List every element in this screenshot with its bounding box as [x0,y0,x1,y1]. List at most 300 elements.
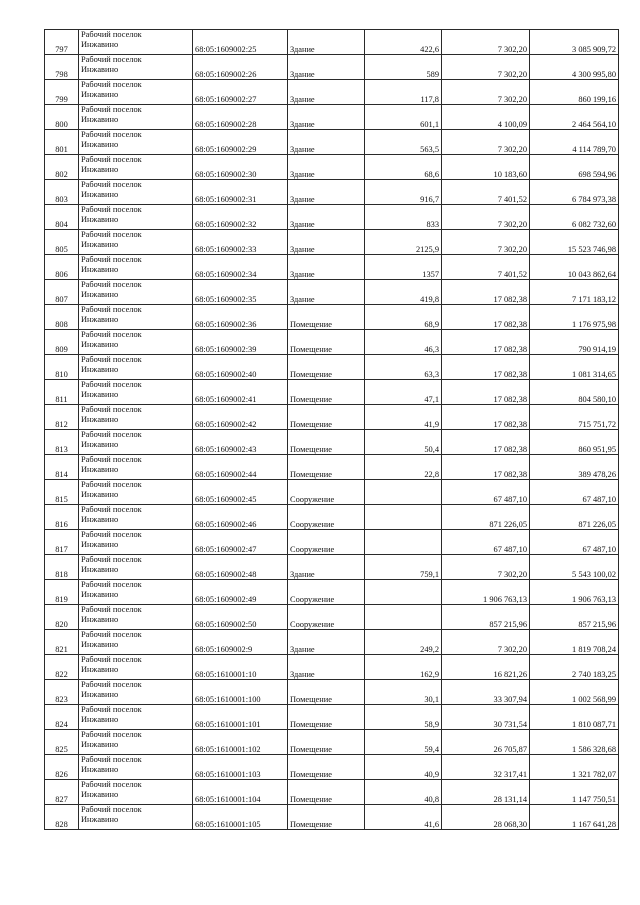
area-cell: 22,8 [365,455,442,480]
cadastral-number-cell: 68:05:1609002:35 [193,280,288,305]
location-cell [79,655,193,680]
location-line-1: Рабочий поселок [81,730,142,739]
area-cell: 759,1 [365,555,442,580]
row-number-cell: 816 [45,505,79,530]
object-type-cell: Здание [288,180,365,205]
object-type-cell: Помещение [288,705,365,730]
row-number-cell: 826 [45,755,79,780]
table-row [45,555,619,580]
cadastral-value-cell: 2 740 183,25 [530,655,619,680]
area-cell: 117,8 [365,80,442,105]
specific-value-cell: 7 302,20 [442,555,530,580]
row-number-cell: 800 [45,105,79,130]
object-type-cell: Помещение [288,780,365,805]
cadastral-value-cell: 389 478,26 [530,455,619,480]
cadastral-number-cell: 68:05:1609002:49 [193,580,288,605]
object-type-cell: Сооружение [288,530,365,555]
cadastral-number-cell: 68:05:1609002:25 [193,30,288,55]
cadastral-number-cell: 68:05:1609002:48 [193,555,288,580]
specific-value-cell: 17 082,38 [442,305,530,330]
specific-value-cell: 26 705,87 [442,730,530,755]
cadastral-value-cell: 5 543 100,02 [530,555,619,580]
specific-value-cell: 16 821,26 [442,655,530,680]
area-cell [365,605,442,630]
specific-value-cell: 7 302,20 [442,205,530,230]
location-line-2: Инжавино [81,464,119,474]
area-cell: 601,1 [365,105,442,130]
location-cell [79,455,193,480]
table-row [45,655,619,680]
cadastral-number-cell: 68:05:1609002:31 [193,180,288,205]
cadastral-number-cell: 68:05:1609002:32 [193,205,288,230]
cadastral-number-cell: 68:05:1610001:10 [193,655,288,680]
location-line-1: Рабочий поселок [81,630,142,639]
cadastral-number-cell: 68:05:1610001:104 [193,780,288,805]
location-line-1: Рабочий поселок [81,55,142,64]
row-number-cell: 819 [45,580,79,605]
specific-value-cell: 7 401,52 [442,180,530,205]
cadastral-number-cell: 68:05:1609002:45 [193,480,288,505]
cadastral-value-cell: 804 580,10 [530,380,619,405]
area-cell: 589 [365,55,442,80]
location-line-1: Рабочий поселок [81,655,142,664]
cadastral-number-cell: 68:05:1609002:46 [193,505,288,530]
specific-value-cell: 28 131,14 [442,780,530,805]
location-cell [79,155,193,180]
area-cell: 68,9 [365,305,442,330]
area-cell: 40,8 [365,780,442,805]
location-cell [79,205,193,230]
area-cell: 58,9 [365,705,442,730]
row-number-cell: 823 [45,680,79,705]
specific-value-cell: 7 401,52 [442,255,530,280]
location-line-1: Рабочий поселок [81,805,142,814]
location-line-2: Инжавино [81,314,119,324]
cadastral-number-cell: 68:05:1609002:27 [193,80,288,105]
location-line-2: Инжавино [81,414,119,424]
location-cell [79,430,193,455]
cadastral-number-cell: 68:05:1610001:105 [193,805,288,830]
cadastral-number-cell: 68:05:1609002:30 [193,155,288,180]
table-row [45,30,619,55]
object-type-cell: Здание [288,205,365,230]
cadastral-value-cell: 1 002 568,99 [530,680,619,705]
location-line-1: Рабочий поселок [81,80,142,89]
area-cell: 63,3 [365,355,442,380]
row-number-cell: 822 [45,655,79,680]
specific-value-cell: 17 082,38 [442,330,530,355]
object-type-cell: Здание [288,55,365,80]
table-row [45,430,619,455]
cadastral-value-cell: 6 784 973,38 [530,180,619,205]
location-line-1: Рабочий поселок [81,555,142,564]
location-line-2: Инжавино [81,714,119,724]
table-row [45,755,619,780]
location-line-2: Инжавино [81,789,119,799]
location-cell [79,230,193,255]
table-row [45,530,619,555]
object-type-cell: Здание [288,30,365,55]
row-number-cell: 799 [45,80,79,105]
location-line-1: Рабочий поселок [81,530,142,539]
object-type-cell: Здание [288,155,365,180]
row-number-cell: 824 [45,705,79,730]
object-type-cell: Помещение [288,680,365,705]
location-line-2: Инжавино [81,739,119,749]
location-cell [79,30,193,55]
table-row [45,455,619,480]
table-row [45,480,619,505]
specific-value-cell: 17 082,38 [442,405,530,430]
row-number-cell: 797 [45,30,79,55]
area-cell: 563,5 [365,130,442,155]
row-number-cell: 827 [45,780,79,805]
area-cell: 68,6 [365,155,442,180]
location-line-2: Инжавино [81,689,119,699]
location-line-1: Рабочий поселок [81,680,142,689]
area-cell: 41,9 [365,405,442,430]
row-number-cell: 821 [45,630,79,655]
location-line-1: Рабочий поселок [81,430,142,439]
area-cell: 2125,9 [365,230,442,255]
cadastral-value-cell: 4 300 995,80 [530,55,619,80]
row-number-cell: 798 [45,55,79,80]
object-type-cell: Здание [288,630,365,655]
object-type-cell: Помещение [288,305,365,330]
location-line-2: Инжавино [81,189,119,199]
location-cell [79,555,193,580]
object-type-cell: Помещение [288,430,365,455]
specific-value-cell: 10 183,60 [442,155,530,180]
cadastral-number-cell: 68:05:1609002:42 [193,405,288,430]
area-cell: 833 [365,205,442,230]
cadastral-value-cell: 1 167 641,28 [530,805,619,830]
location-line-1: Рабочий поселок [81,105,142,114]
location-line-2: Инжавино [81,164,119,174]
area-cell: 47,1 [365,380,442,405]
cadastral-number-cell: 68:05:1609002:26 [193,55,288,80]
location-cell [79,55,193,80]
row-number-cell: 828 [45,805,79,830]
table-row [45,805,619,830]
object-type-cell: Здание [288,280,365,305]
table-row [45,280,619,305]
location-line-2: Инжавино [81,239,119,249]
object-type-cell: Сооружение [288,605,365,630]
object-type-cell: Помещение [288,330,365,355]
table-row [45,55,619,80]
object-type-cell: Сооружение [288,480,365,505]
location-line-2: Инжавино [81,214,119,224]
location-cell [79,105,193,130]
location-line-1: Рабочий поселок [81,180,142,189]
area-cell: 422,6 [365,30,442,55]
specific-value-cell: 7 302,20 [442,55,530,80]
object-type-cell: Помещение [288,730,365,755]
object-type-cell: Помещение [288,755,365,780]
cadastral-number-cell: 68:05:1609002:33 [193,230,288,255]
cadastral-value-cell: 1 906 763,13 [530,580,619,605]
row-number-cell: 814 [45,455,79,480]
object-type-cell: Помещение [288,380,365,405]
specific-value-cell: 871 226,05 [442,505,530,530]
location-cell [79,480,193,505]
location-cell [79,280,193,305]
location-cell [79,530,193,555]
cadastral-number-cell: 68:05:1609002:40 [193,355,288,380]
location-cell [79,305,193,330]
cadastral-number-cell: 68:05:1610001:102 [193,730,288,755]
object-type-cell: Здание [288,80,365,105]
row-number-cell: 820 [45,605,79,630]
location-line-1: Рабочий поселок [81,455,142,464]
cadastral-number-cell: 68:05:1609002:41 [193,380,288,405]
location-line-1: Рабочий поселок [81,30,142,39]
cadastral-value-cell: 698 594,96 [530,155,619,180]
table-row [45,105,619,130]
area-cell: 249,2 [365,630,442,655]
cadastral-value-cell: 1 586 328,68 [530,730,619,755]
cadastral-number-cell: 68:05:1609002:29 [193,130,288,155]
cadastral-number-cell: 68:05:1609002:39 [193,330,288,355]
location-cell [79,730,193,755]
cadastral-number-cell: 68:05:1609002:28 [193,105,288,130]
cadastral-value-cell: 1 819 708,24 [530,630,619,655]
object-type-cell: Помещение [288,455,365,480]
row-number-cell: 812 [45,405,79,430]
object-type-cell: Помещение [288,405,365,430]
specific-value-cell: 17 082,38 [442,430,530,455]
location-line-1: Рабочий поселок [81,605,142,614]
area-cell [365,530,442,555]
location-cell [79,605,193,630]
table-body [45,30,619,830]
area-cell [365,505,442,530]
location-line-2: Инжавино [81,264,119,274]
location-line-2: Инжавино [81,589,119,599]
location-line-1: Рабочий поселок [81,230,142,239]
location-line-1: Рабочий поселок [81,755,142,764]
location-cell [79,805,193,830]
location-line-1: Рабочий поселок [81,355,142,364]
area-cell [365,480,442,505]
location-line-1: Рабочий поселок [81,205,142,214]
cadastral-number-cell: 68:05:1610001:100 [193,680,288,705]
row-number-cell: 818 [45,555,79,580]
location-cell [79,330,193,355]
cadastral-value-cell: 860 951,95 [530,430,619,455]
cadastral-value-cell: 2 464 564,10 [530,105,619,130]
location-cell [79,130,193,155]
location-line-2: Инжавино [81,514,119,524]
table-row [45,205,619,230]
specific-value-cell: 17 082,38 [442,355,530,380]
location-cell [79,755,193,780]
area-cell: 59,4 [365,730,442,755]
cadastral-value-cell: 67 487,10 [530,530,619,555]
location-line-1: Рабочий поселок [81,580,142,589]
table-row [45,505,619,530]
area-cell: 30,1 [365,680,442,705]
location-cell [79,180,193,205]
table-row [45,355,619,380]
location-cell [79,705,193,730]
table-row [45,705,619,730]
specific-value-cell: 7 302,20 [442,80,530,105]
location-cell [79,80,193,105]
area-cell: 916,7 [365,180,442,205]
object-type-cell: Помещение [288,355,365,380]
row-number-cell: 802 [45,155,79,180]
cadastral-value-cell: 4 114 789,70 [530,130,619,155]
specific-value-cell: 67 487,10 [442,530,530,555]
table-row [45,330,619,355]
table-row [45,80,619,105]
cadastral-number-cell: 68:05:1610001:103 [193,755,288,780]
row-number-cell: 806 [45,255,79,280]
specific-value-cell: 67 487,10 [442,480,530,505]
area-cell: 1357 [365,255,442,280]
location-line-1: Рабочий поселок [81,330,142,339]
location-line-2: Инжавино [81,614,119,624]
cadastral-number-cell: 68:05:1609002:44 [193,455,288,480]
specific-value-cell: 7 302,20 [442,130,530,155]
cadastral-value-cell: 1 810 087,71 [530,705,619,730]
cadastral-number-cell: 68:05:1609002:36 [193,305,288,330]
location-line-2: Инжавино [81,114,119,124]
location-line-2: Инжавино [81,489,119,499]
cadastral-number-cell: 68:05:1609002:43 [193,430,288,455]
specific-value-cell: 33 307,94 [442,680,530,705]
row-number-cell: 808 [45,305,79,330]
location-line-1: Рабочий поселок [81,505,142,514]
object-type-cell: Здание [288,105,365,130]
area-cell: 40,9 [365,755,442,780]
location-line-1: Рабочий поселок [81,155,142,164]
location-line-1: Рабочий поселок [81,380,142,389]
specific-value-cell: 30 731,54 [442,705,530,730]
table-row [45,605,619,630]
location-cell [79,780,193,805]
specific-value-cell: 32 317,41 [442,755,530,780]
table-row [45,230,619,255]
object-type-cell: Сооружение [288,580,365,605]
cadastral-value-cell: 7 171 183,12 [530,280,619,305]
row-number-cell: 810 [45,355,79,380]
row-number-cell: 811 [45,380,79,405]
location-cell [79,405,193,430]
location-line-2: Инжавино [81,289,119,299]
location-line-1: Рабочий поселок [81,480,142,489]
area-cell: 46,3 [365,330,442,355]
table-row [45,155,619,180]
cadastral-value-table [44,29,619,830]
location-line-1: Рабочий поселок [81,255,142,264]
location-line-2: Инжавино [81,339,119,349]
table-row [45,305,619,330]
table-row [45,405,619,430]
location-line-2: Инжавино [81,64,119,74]
location-line-2: Инжавино [81,639,119,649]
table-row [45,130,619,155]
cadastral-value-cell: 1 176 975,98 [530,305,619,330]
location-line-2: Инжавино [81,439,119,449]
location-line-2: Инжавино [81,764,119,774]
table-row [45,630,619,655]
specific-value-cell: 28 068,30 [442,805,530,830]
location-line-1: Рабочий поселок [81,780,142,789]
specific-value-cell: 7 302,20 [442,30,530,55]
table-row [45,380,619,405]
location-line-2: Инжавино [81,664,119,674]
location-line-2: Инжавино [81,89,119,99]
table-row [45,680,619,705]
specific-value-cell: 4 100,09 [442,105,530,130]
location-line-2: Инжавино [81,389,119,399]
row-number-cell: 815 [45,480,79,505]
specific-value-cell: 17 082,38 [442,455,530,480]
location-line-2: Инжавино [81,814,119,824]
cadastral-value-cell: 3 085 909,72 [530,30,619,55]
cadastral-value-cell: 715 751,72 [530,405,619,430]
specific-value-cell: 1 906 763,13 [442,580,530,605]
cadastral-value-cell: 67 487,10 [530,480,619,505]
cadastral-value-cell: 15 523 746,98 [530,230,619,255]
row-number-cell: 809 [45,330,79,355]
location-line-1: Рабочий поселок [81,280,142,289]
row-number-cell: 817 [45,530,79,555]
specific-value-cell: 7 302,20 [442,630,530,655]
location-line-2: Инжавино [81,539,119,549]
cadastral-value-cell: 860 199,16 [530,80,619,105]
cadastral-value-cell: 1 147 750,51 [530,780,619,805]
location-line-1: Рабочий поселок [81,130,142,139]
cadastral-value-cell: 10 043 862,64 [530,255,619,280]
object-type-cell: Здание [288,255,365,280]
area-cell: 50,4 [365,430,442,455]
specific-value-cell: 857 215,96 [442,605,530,630]
cadastral-number-cell: 68:05:1610001:101 [193,705,288,730]
location-cell [79,355,193,380]
location-cell [79,505,193,530]
location-cell [79,380,193,405]
cadastral-value-cell: 1 081 314,65 [530,355,619,380]
row-number-cell: 805 [45,230,79,255]
cadastral-number-cell: 68:05:1609002:9 [193,630,288,655]
table-row [45,180,619,205]
row-number-cell: 804 [45,205,79,230]
table-row [45,255,619,280]
specific-value-cell: 17 082,38 [442,280,530,305]
table-row [45,780,619,805]
location-cell [79,255,193,280]
location-cell [79,580,193,605]
object-type-cell: Здание [288,230,365,255]
table-row [45,580,619,605]
row-number-cell: 801 [45,130,79,155]
object-type-cell: Сооружение [288,505,365,530]
location-line-2: Инжавино [81,39,119,49]
location-line-1: Рабочий поселок [81,405,142,414]
row-number-cell: 825 [45,730,79,755]
location-line-2: Инжавино [81,139,119,149]
area-cell: 419,8 [365,280,442,305]
row-number-cell: 803 [45,180,79,205]
location-cell [79,630,193,655]
object-type-cell: Здание [288,130,365,155]
cadastral-value-cell: 871 226,05 [530,505,619,530]
object-type-cell: Здание [288,655,365,680]
